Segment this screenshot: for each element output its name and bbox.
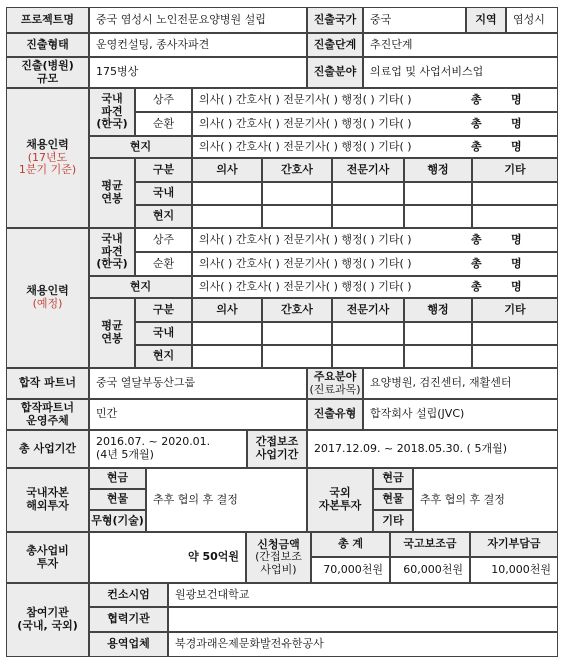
staffing-planned-avg-line-2: 연봉 xyxy=(101,332,123,345)
participants-label-line-2: (국내, 국외) xyxy=(17,619,78,632)
total-cost-label-line-2: 투자 xyxy=(36,556,59,570)
support-period-label-line-1: 간접보조 xyxy=(255,435,299,449)
country-value: 중국 xyxy=(363,7,466,33)
staffing-planned-label xyxy=(6,228,89,368)
staffing-planned-rotating-unit: 명 xyxy=(511,256,522,270)
scale-label-line-1: 진출(병원) xyxy=(21,58,74,72)
entry-type-label: 진출유형 xyxy=(307,399,363,430)
sum-value: 70,000천원 xyxy=(311,557,390,583)
staffing-2017-domestic-nurse xyxy=(262,182,332,205)
staffing-2017-resident-unit: 명 xyxy=(511,92,522,106)
foreign-goods-label: 현물 xyxy=(373,489,413,510)
staffing-2017-label xyxy=(6,88,89,228)
staffing-2017-rotating-roles: 의사( ) 간호사( ) 전문기사( ) 행정( ) 기타( ) xyxy=(199,116,412,130)
participants-label xyxy=(6,583,89,657)
staffing-planned-rotating-total: 총 xyxy=(471,256,482,270)
domestic-invest-value: 추후 협의 후 결정 xyxy=(146,468,307,532)
staffing-2017-col-division: 구분 xyxy=(135,158,192,182)
field-value: 의료업 및 사업서비스업 xyxy=(363,57,558,88)
staffing-2017-domestic-admin xyxy=(404,182,472,205)
staffing-planned-col-division: 구분 xyxy=(135,298,192,322)
staffing-2017-resident-label: 상주 xyxy=(135,88,192,112)
staffing-2017-local-unit: 명 xyxy=(511,139,522,153)
staffing-2017-row-domestic: 국내 xyxy=(135,182,192,205)
foreign-other-label: 기타 xyxy=(373,510,413,532)
field-label: 진출분야 xyxy=(307,57,363,88)
staffing-2017-local-label: 현지 xyxy=(89,136,192,158)
project-name-label: 프로젝트명 xyxy=(6,7,89,33)
main-field-value: 요양병원, 검진센터, 재활센터 xyxy=(363,368,558,399)
staffing-planned-rotating-row xyxy=(192,252,558,276)
service-label: 용역업체 xyxy=(89,632,168,657)
staffing-planned-col-nurse: 간호사 xyxy=(262,298,332,322)
staffing-2017-local-total: 총 xyxy=(471,139,482,153)
staffing-2017-avg-line-1: 평균 xyxy=(101,179,123,193)
scale-value: 175병상 xyxy=(89,57,307,88)
staffing-2017-rotating-total: 총 xyxy=(471,116,482,130)
period-label: 총 사업기간 xyxy=(6,430,89,468)
national-subsidy-value: 60,000천원 xyxy=(390,557,470,583)
partner-value: 중국 열달부동산그룹 xyxy=(89,368,307,399)
stage-label: 진출단계 xyxy=(307,33,363,57)
staffing-planned-local-roles: 의사( ) 간호사( ) 전문기사( ) 행정( ) 기타( ) xyxy=(199,279,412,293)
cooperation-value xyxy=(168,607,558,632)
staffing-2017-dispatch-line-1: 국내 xyxy=(101,92,123,106)
staffing-2017-label-line-1: 채용인력 xyxy=(26,138,69,152)
form-value: 운영컨설팅, 종사자파견 xyxy=(89,33,307,57)
staffing-planned-col-doctor: 의사 xyxy=(192,298,262,322)
staffing-planned-resident-unit: 명 xyxy=(511,232,522,246)
foreign-invest-label xyxy=(307,468,373,532)
staffing-planned-rotating-label: 순환 xyxy=(135,252,192,276)
staffing-planned-domestic-admin xyxy=(404,322,472,345)
staffing-2017-rotating-row xyxy=(192,112,558,136)
scale-label-line-2: 규모 xyxy=(36,71,59,85)
partner-op-label-line-2: 운영주체 xyxy=(26,413,69,427)
support-period-value: 2017.12.09. ~ 2018.05.30. ( 5개월) xyxy=(307,430,558,468)
foreign-invest-label-line-2: 자본투자 xyxy=(318,499,362,512)
staffing-2017-domestic-doctor xyxy=(192,182,262,205)
country-label: 진출국가 xyxy=(307,7,363,33)
national-subsidy-label: 국고보조금 xyxy=(390,532,470,557)
staffing-planned-col-tech: 전문기사 xyxy=(332,298,404,322)
staffing-2017-avg-label xyxy=(89,158,135,228)
staffing-2017-dispatch-line-3: (한국) xyxy=(96,117,128,131)
period-line-1: 2016.07. ~ 2020.01. xyxy=(96,435,211,449)
staffing-2017-col-other: 기타 xyxy=(472,158,558,182)
main-field-label-line-1: 주요분야 xyxy=(313,369,357,383)
region-value: 염성시 xyxy=(506,7,558,33)
staffing-2017-col-admin: 행정 xyxy=(404,158,472,182)
staffing-2017-local-other xyxy=(472,205,558,228)
total-cost-label xyxy=(6,532,89,583)
staffing-2017-label-line-3: 1분기 기준) xyxy=(18,163,77,177)
staffing-planned-dispatch-line-1: 국내 xyxy=(101,232,123,246)
staffing-planned-local-admin xyxy=(404,345,472,368)
partner-op-label xyxy=(6,399,89,430)
consortium-value: 원광보건대학교 xyxy=(168,583,558,607)
staffing-2017-col-tech: 전문기사 xyxy=(332,158,404,182)
support-period-label-line-2: 사업기간 xyxy=(255,448,299,461)
staffing-2017-dispatch-line-2: 파견 xyxy=(101,104,123,118)
project-name-value: 중국 염성시 노인전문요양병원 설립 xyxy=(89,7,307,33)
main-field-label-line-2: (진료과목) xyxy=(309,382,361,396)
staffing-2017-col-doctor: 의사 xyxy=(192,158,262,182)
staffing-2017-avg-line-2: 연봉 xyxy=(101,192,123,205)
staffing-planned-local-unit: 명 xyxy=(511,279,522,293)
staffing-2017-label-line-2: (17년도 xyxy=(27,150,68,164)
scale-label xyxy=(6,57,89,88)
form-label: 진출형태 xyxy=(6,33,89,57)
request-label xyxy=(246,532,311,583)
staffing-planned-row-local: 현지 xyxy=(135,345,192,368)
staffing-2017-local-tech xyxy=(332,205,404,228)
staffing-planned-row-domestic: 국내 xyxy=(135,322,192,345)
partner-op-label-line-1: 합작파트너 xyxy=(20,400,75,414)
region-label: 지역 xyxy=(466,7,506,33)
staffing-2017-domestic-other xyxy=(472,182,558,205)
staffing-2017-local-row xyxy=(192,136,558,158)
staffing-2017-local-doctor xyxy=(192,205,262,228)
participants-label-line-1: 참여기관 xyxy=(26,606,69,620)
domestic-intangible-label: 무형(기술) xyxy=(89,510,146,532)
domestic-invest-label xyxy=(6,468,89,532)
staffing-planned-local-doctor xyxy=(192,345,262,368)
sum-label: 총 계 xyxy=(311,532,390,557)
staffing-planned-label-line-2: (예정) xyxy=(32,297,63,310)
staffing-planned-local-tech xyxy=(332,345,404,368)
foreign-invest-value: 추후 협의 후 결정 xyxy=(413,468,558,532)
self-pay-label: 자기부담금 xyxy=(470,532,558,557)
partner-op-value: 민간 xyxy=(89,399,307,430)
staffing-2017-rotating-unit: 명 xyxy=(511,116,522,130)
request-label-line-2: (간접보조 xyxy=(255,550,302,564)
service-value: 북경과래은제문화발전유한공사 xyxy=(168,632,558,657)
foreign-cash-label: 현금 xyxy=(373,468,413,489)
entry-type-value: 합작회사 설립(JVC) xyxy=(363,399,558,430)
staffing-planned-rotating-roles: 의사( ) 간호사( ) 전문기사( ) 행정( ) 기타( ) xyxy=(199,256,412,270)
request-label-line-1: 신청금액 xyxy=(257,537,300,551)
support-period-label xyxy=(247,430,307,468)
staffing-planned-domestic-tech xyxy=(332,322,404,345)
consortium-label: 컨소시엄 xyxy=(89,583,168,607)
staffing-planned-label-line-1: 채용인력 xyxy=(26,284,69,298)
partner-label: 합작 파트너 xyxy=(6,368,89,399)
total-cost-value: 약 50억원 xyxy=(89,532,246,583)
staffing-planned-dispatch-label xyxy=(89,228,135,276)
domestic-invest-label-line-1: 국내자본 xyxy=(26,486,69,500)
cooperation-label: 협력기관 xyxy=(89,607,168,632)
staffing-planned-domestic-doctor xyxy=(192,322,262,345)
staffing-planned-resident-row xyxy=(192,228,558,252)
self-pay-value: 10,000천원 xyxy=(470,557,558,583)
staffing-planned-dispatch-line-2: 파견 xyxy=(101,244,123,258)
staffing-2017-resident-row xyxy=(192,88,558,112)
staffing-planned-dispatch-line-3: (한국) xyxy=(96,257,128,271)
staffing-2017-local-nurse xyxy=(262,205,332,228)
foreign-invest-label-line-1: 국외 xyxy=(329,486,351,500)
domestic-invest-label-line-2: 해외투자 xyxy=(26,499,69,512)
staffing-planned-domestic-nurse xyxy=(262,322,332,345)
staffing-2017-rotating-label: 순환 xyxy=(135,112,192,136)
staffing-2017-dispatch-label xyxy=(89,88,135,136)
staffing-planned-local-total: 총 xyxy=(471,279,482,293)
staffing-2017-row-local: 현지 xyxy=(135,205,192,228)
staffing-planned-col-admin: 행정 xyxy=(404,298,472,322)
staffing-2017-domestic-tech xyxy=(332,182,404,205)
staffing-planned-avg-line-1: 평균 xyxy=(101,319,123,333)
staffing-planned-local-nurse xyxy=(262,345,332,368)
staffing-planned-resident-roles: 의사( ) 간호사( ) 전문기사( ) 행정( ) 기타( ) xyxy=(199,232,412,246)
period-line-2: (4년 5개월) xyxy=(96,448,154,461)
staffing-2017-resident-total: 총 xyxy=(471,92,482,106)
staffing-planned-col-other: 기타 xyxy=(472,298,558,322)
staffing-2017-col-nurse: 간호사 xyxy=(262,158,332,182)
domestic-goods-label: 현물 xyxy=(89,489,146,510)
staffing-planned-resident-total: 총 xyxy=(471,232,482,246)
staffing-2017-local-admin xyxy=(404,205,472,228)
staffing-planned-resident-label: 상주 xyxy=(135,228,192,252)
domestic-cash-label: 현금 xyxy=(89,468,146,489)
staffing-planned-avg-label xyxy=(89,298,135,368)
staffing-planned-domestic-other xyxy=(472,322,558,345)
stage-value: 추진단계 xyxy=(363,33,558,57)
staffing-planned-local-other xyxy=(472,345,558,368)
total-cost-label-line-1: 총사업비 xyxy=(26,543,69,557)
main-field-label xyxy=(307,368,363,399)
staffing-planned-local-row xyxy=(192,276,558,298)
staffing-planned-local-label: 현지 xyxy=(89,276,192,298)
request-label-line-3: 사업비) xyxy=(260,562,297,576)
staffing-2017-local-roles: 의사( ) 간호사( ) 전문기사( ) 행정( ) 기타( ) xyxy=(199,139,412,153)
staffing-2017-resident-roles: 의사( ) 간호사( ) 전문기사( ) 행정( ) 기타( ) xyxy=(199,92,412,106)
period-value xyxy=(89,430,247,468)
